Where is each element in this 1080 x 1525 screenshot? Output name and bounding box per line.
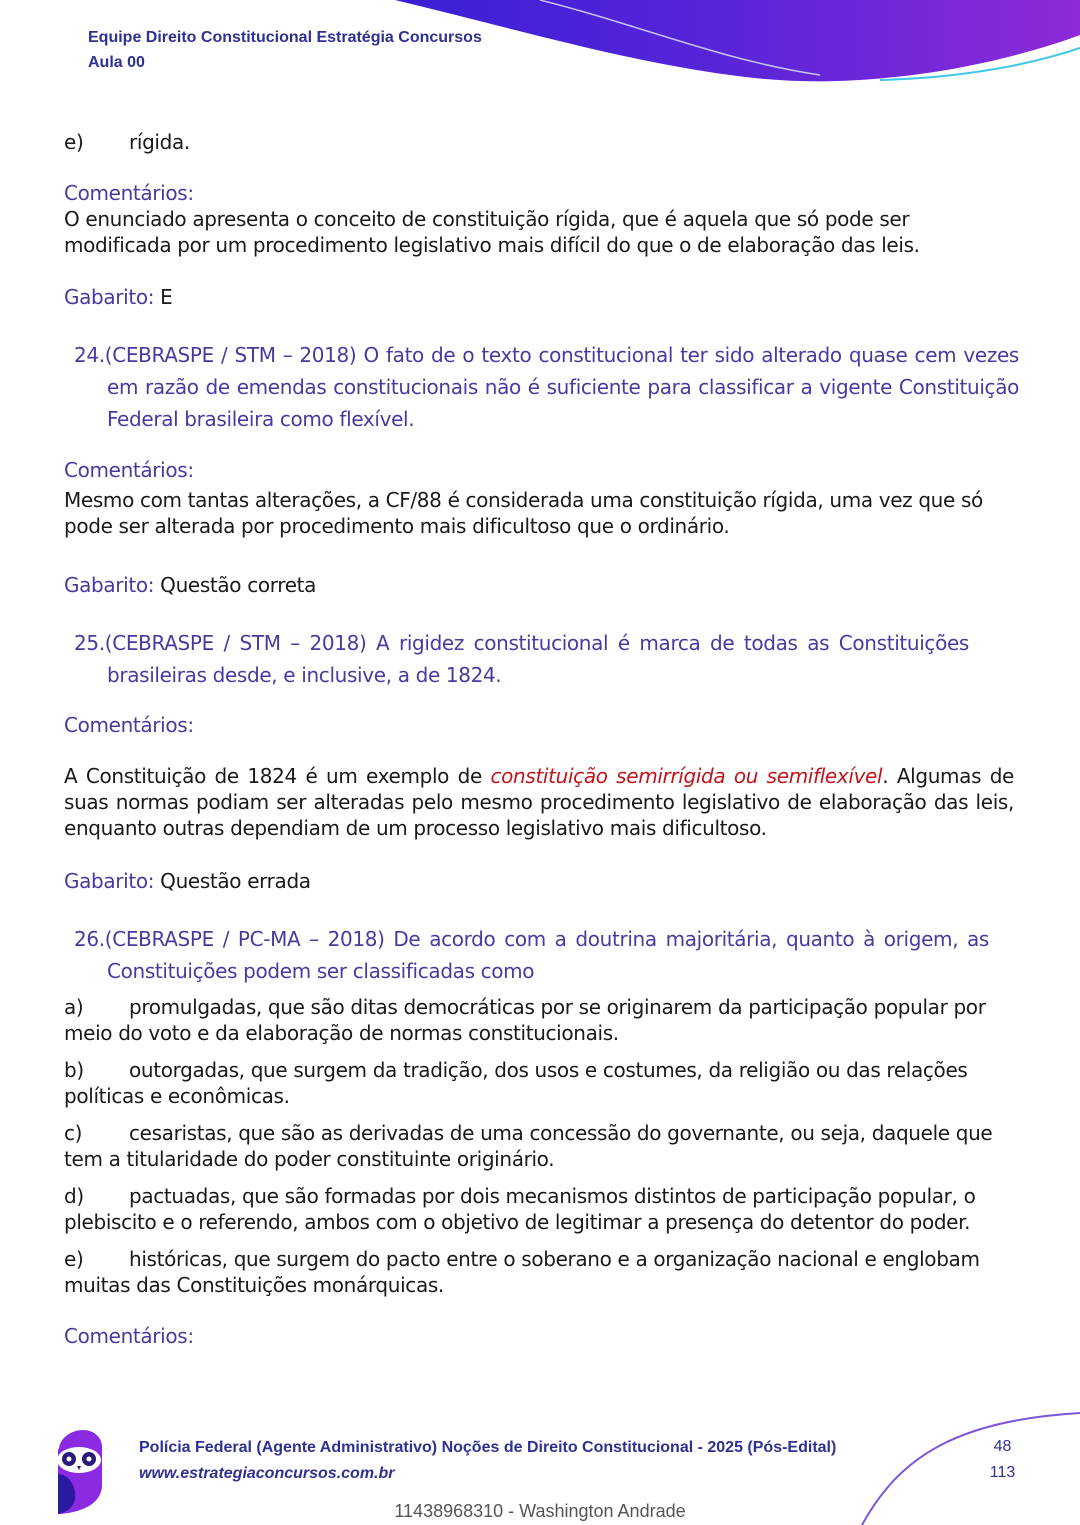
comment-text: A Constituição de 1824 é um exemplo de constituição semirrígida ou semiflexível. Algumas de suas normas podiam ser alteradas pelo mesmo procedimento legislativo de elaboração das leis, enquanto outras dependiam de um processo legislativo mais dificultoso.: [64, 764, 1015, 840]
comment-label: Comentários:: [64, 1324, 194, 1348]
option-b: b) outorgadas, que surgem da tradição, dos usos e costumes, da religião ou das relações políticas e econômicas.: [64, 1058, 968, 1108]
page-number: 48: [993, 1438, 1012, 1455]
footer-website-link[interactable]: www.estrategiaconcursos.com.br: [139, 1465, 395, 1482]
answer-line: Gabarito: Questão errada: [64, 869, 311, 893]
question-24: 24.(CEBRASPE / STM – 2018) O fato de o texto constitucional ter sido alterado quase cem vezes em razão de emendas constitucionais não é suficiente para classificar a vigente Constituição Federal brasileira como flexível.: [74, 343, 1019, 431]
comment-text: Mesmo com tantas alterações, a CF/88 é considerada uma constituição rígida, uma vez que só pode ser alterada por procedimento mais dificultoso que o ordinário.: [64, 488, 983, 538]
footer-course-title: Polícia Federal (Agente Administrativo) Noções de Direito Constitucional - 2025 (Pós-Edital): [139, 1439, 837, 1456]
header-team: Equipe Direito Constitucional Estratégia Concursos: [88, 29, 482, 46]
comment-label: Comentários:: [64, 458, 194, 482]
option-a: a) promulgadas, que são ditas democráticas por se originarem da participação popular por meio do voto e da elaboração de normas constitucionais.: [64, 995, 986, 1045]
option-e: e) históricas, que surgem do pacto entre o soberano e a organização nacional e englobam muitas das Constituições monárquicas.: [64, 1247, 980, 1297]
total-pages: 113: [989, 1464, 1016, 1481]
answer-line: Gabarito: E: [64, 285, 173, 309]
option-d: d) pactuadas, que são formadas por dois mecanismos distintos de participação popular, o plebiscito e o referendo, ambos com o objetivo de legitimar a presença do detentor do poder.: [64, 1184, 976, 1234]
header-lesson: Aula 00: [88, 54, 145, 71]
answer-line: Gabarito: Questão correta: [64, 573, 317, 597]
header: [88, 28, 482, 73]
highlight-term: constituição semirrígida ou semiflexível: [490, 764, 883, 788]
watermark: 11438968310 - Washington Andrade: [394, 1501, 686, 1521]
comment-text: O enunciado apresenta o conceito de constituição rígida, que é aquela que só pode ser modificada por um procedimento legislativo mais difícil do que o de elaboração das leis.: [64, 207, 920, 257]
question-25: 25.(CEBRASPE / STM – 2018) A rigidez constitucional é marca de todas as Constituições brasileiras desde, e inclusive, a de 1824.: [74, 631, 969, 687]
comment-label: Comentários:: [64, 181, 194, 205]
comment-label: Comentários:: [64, 713, 194, 737]
previous-option-e: e) rígida.: [64, 130, 190, 154]
option-c: c) cesaristas, que são as derivadas de uma concessão do governante, ou seja, daquele que tem a titularidade do poder constituinte originário.: [64, 1121, 993, 1171]
question-26: 26.(CEBRASPE / PC-MA – 2018) De acordo com a doutrina majoritária, quanto à origem, as Constituições podem ser classificadas como: [74, 927, 989, 983]
